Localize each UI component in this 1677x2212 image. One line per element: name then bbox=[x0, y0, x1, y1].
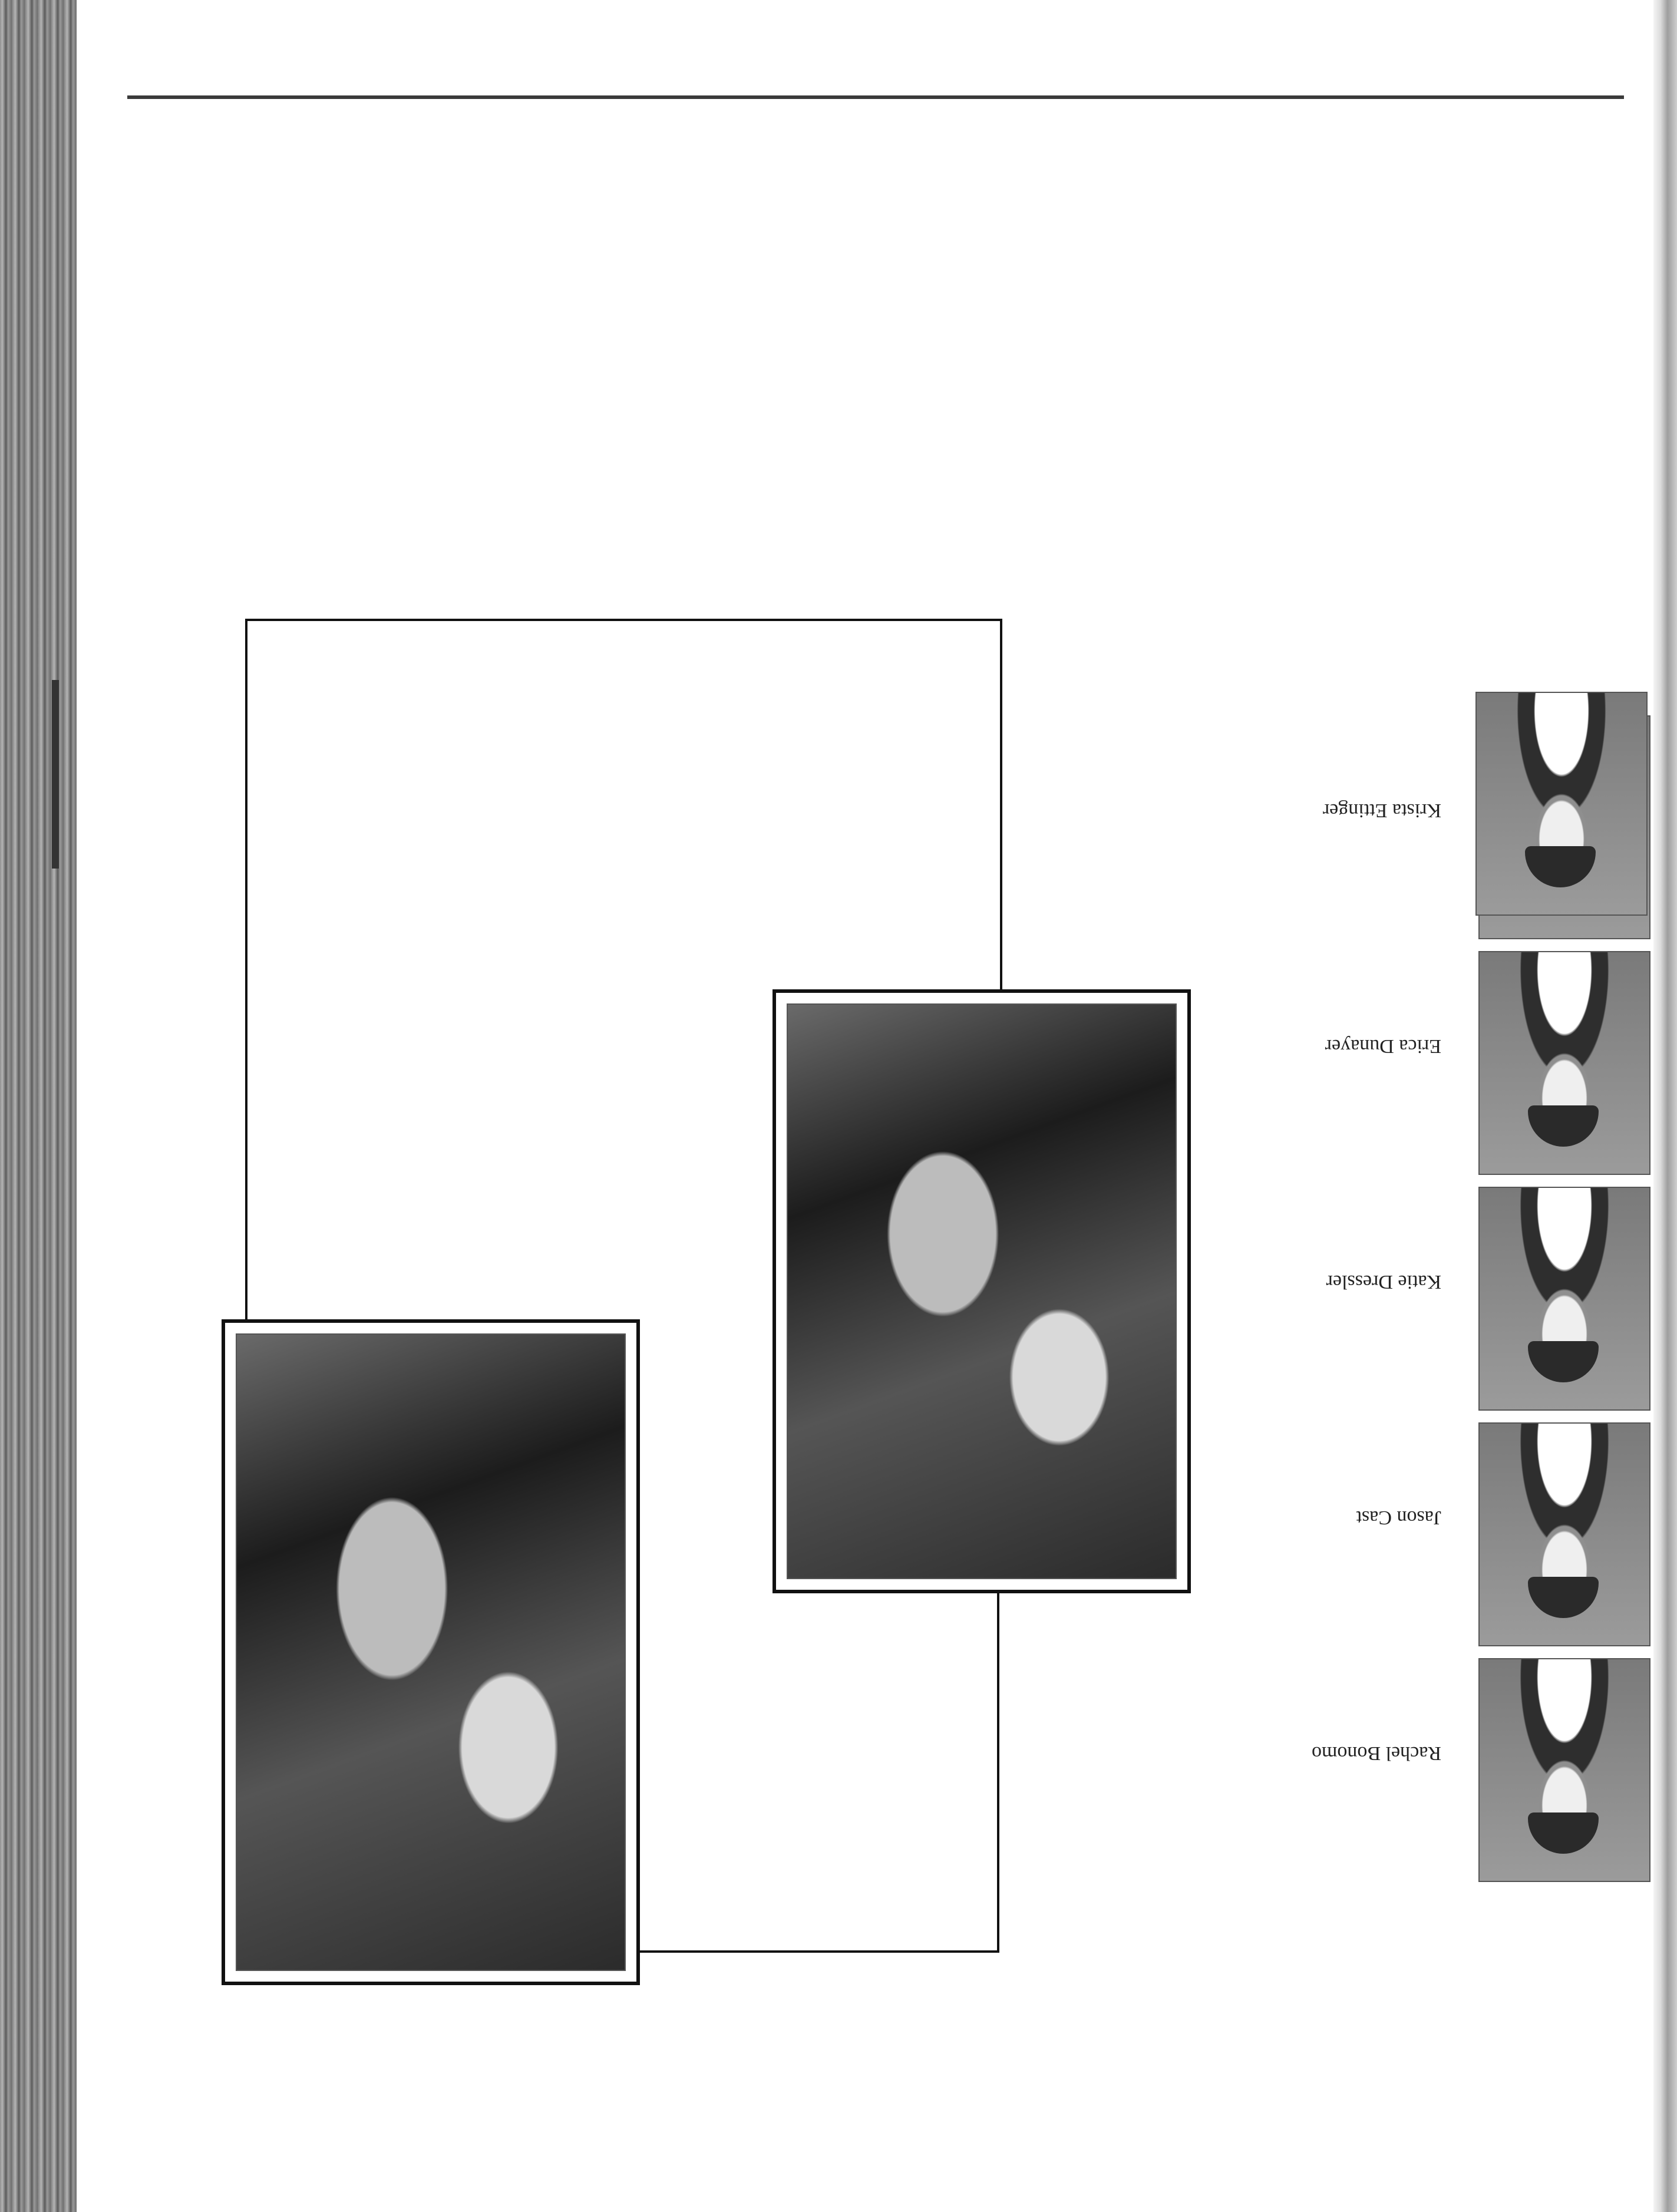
gutter-mark bbox=[52, 680, 59, 869]
page-gutter bbox=[0, 0, 77, 2212]
candid-photo-right bbox=[773, 989, 1191, 1593]
top-row-name: Katie Dressler bbox=[1326, 1271, 1441, 1293]
candid-photo-image bbox=[236, 1333, 626, 1971]
connector-line bbox=[245, 619, 247, 1319]
scan-edge bbox=[1653, 0, 1677, 2212]
candid-photo-image bbox=[787, 1003, 1177, 1579]
candid-photo-left bbox=[222, 1319, 640, 1985]
portrait-top-3 bbox=[1478, 1187, 1650, 1411]
connector-line bbox=[245, 619, 1002, 621]
top-row-name: Rachel Bonomo bbox=[1311, 1742, 1441, 1764]
portrait-top-4 bbox=[1478, 951, 1650, 1175]
connector-line bbox=[1000, 620, 1002, 992]
portrait bbox=[1475, 692, 1648, 916]
top-row-name: Jason Cast bbox=[1356, 1507, 1441, 1528]
header-rule bbox=[127, 95, 1624, 99]
top-row-name: Krista Ettinger bbox=[1322, 800, 1441, 821]
connector-line bbox=[640, 1950, 999, 1953]
portrait-top-2 bbox=[1478, 1422, 1650, 1646]
connector-line bbox=[997, 1593, 999, 1953]
top-row-name: Erica Dunayer bbox=[1325, 1035, 1441, 1057]
portrait-top-1 bbox=[1478, 1658, 1650, 1882]
